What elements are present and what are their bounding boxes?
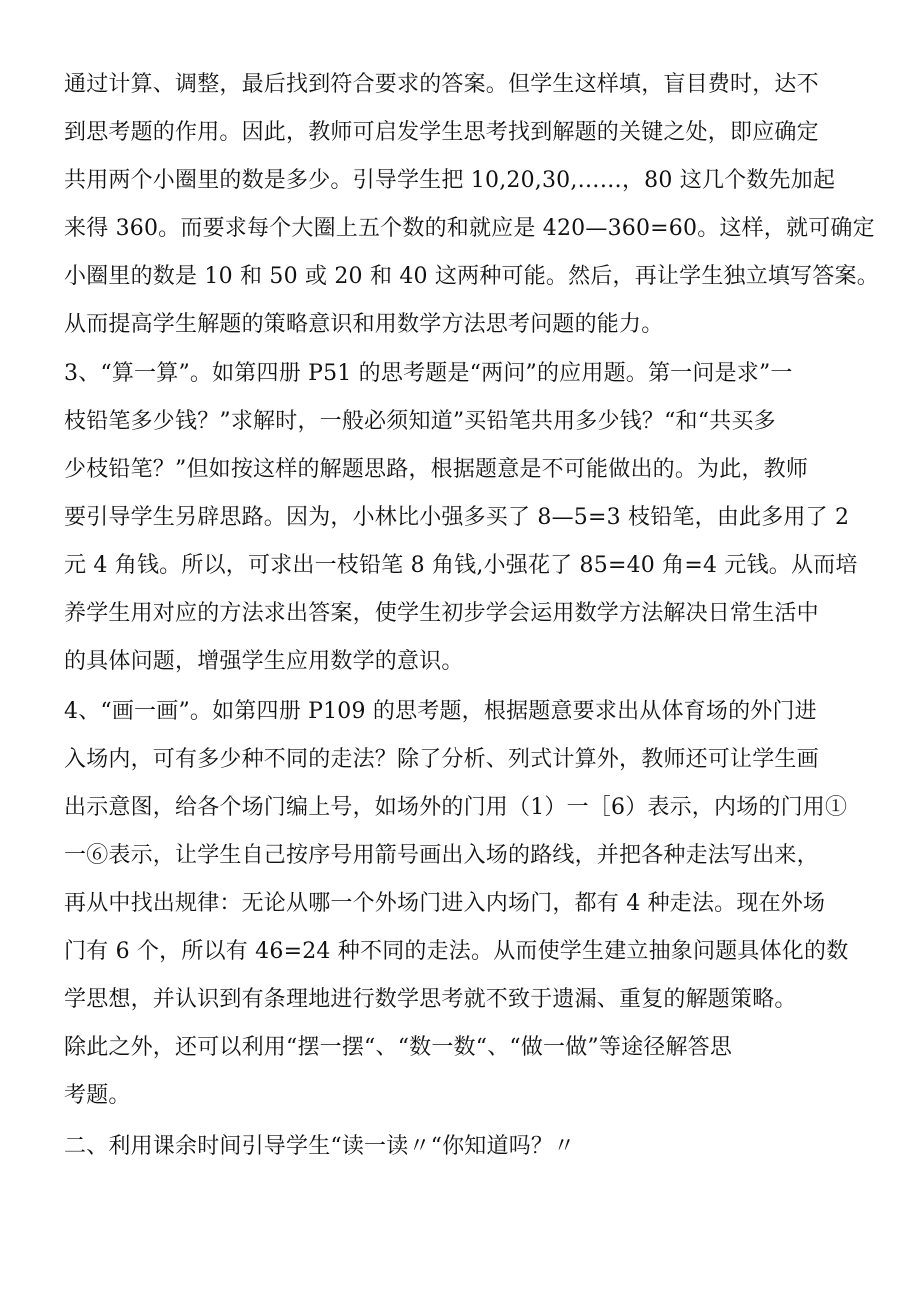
- section-heading-3: 3、“算一算”。如第四册 P51 的思考题是“两问”的应用题。第一问是求”一: [64, 361, 793, 386]
- text-line: 要引导学生另辟思路。因为，小林比小强多买了 8—5=3 枝铅笔，由此多用了 2: [64, 505, 850, 530]
- text-line: 到思考题的作用。因此，教师可启发学生思考找到解题的关键之处，即应确定: [64, 120, 819, 145]
- text-line: 少枝铅笔？”但如按这样的解题思路，根据题意是不可能做出的。为此，教师: [64, 457, 809, 482]
- text-line: 的具体问题，增强学生应用数学的意识。: [64, 649, 464, 674]
- text-line: 养学生用对应的方法求出答案，使学生初步学会运用数学方法解决日常生活中: [64, 601, 819, 626]
- text-line: 枝铅笔多少钱？”求解时，一般必须知道”买铅笔共用多少钱？“和“共买多: [64, 409, 776, 434]
- text-line: 共用两个小圈里的数是多少。引导学生把 10,20,30,……，80 这几个数先加起: [64, 168, 836, 193]
- text-line: 通过计算、调整，最后找到符合要求的答案。但学生这样填，盲目费时，达不: [64, 72, 819, 97]
- section-heading-4: 4、“画一画”。如第四册 P109 的思考题，根据题意要求出从体育场的外门进: [64, 699, 817, 724]
- text-line: 元 4 角钱。所以，可求出一枝铅笔 8 角钱,小强花了 85=40 角=4 元钱。从而培: [64, 553, 858, 578]
- text-line: 出示意图，给各个场门编上号，如场外的门用（1）一［6）表示，内场的门用①: [64, 795, 848, 820]
- text-line: 小圈里的数是 10 和 50 或 20 和 40 这两种可能。然后，再让学生独立填写答案。: [64, 264, 879, 289]
- text-line: 再从中找出规律：无论从哪一个外场门进入内场门，都有 4 种走法。现在外场: [64, 891, 826, 916]
- text-line: 从而提高学生解题的策略意识和用数学方法思考问题的能力。: [64, 312, 664, 337]
- text-line: 来得 360。而要求每个大圈上五个数的和就应是 420—360=60。这样，就可确定: [64, 216, 875, 241]
- text-line: 一⑥表示，让学生自己按序号用箭号画出入场的路线，并把各种走法写出来，: [64, 843, 819, 868]
- text-line: 除此之外，还可以利用“摆一摆“、“数一数“、“做一做”等途径解答思: [64, 1035, 733, 1060]
- text-line: 门有 6 个，所以有 46=24 种不同的走法。从而使学生建立抽象问题具体化的数: [64, 939, 849, 964]
- text-line: 入场内，可有多少种不同的走法？除了分析、列式计算外，教师还可让学生画: [64, 747, 819, 772]
- section-heading-2: 二、利用课余时间引导学生“读一读〃“你知道吗？〃: [64, 1134, 576, 1159]
- text-line: 学思想，并认识到有条理地进行数学思考就不致于遗漏、重复的解题策略。: [64, 987, 797, 1012]
- text-line: 考题。: [64, 1083, 131, 1108]
